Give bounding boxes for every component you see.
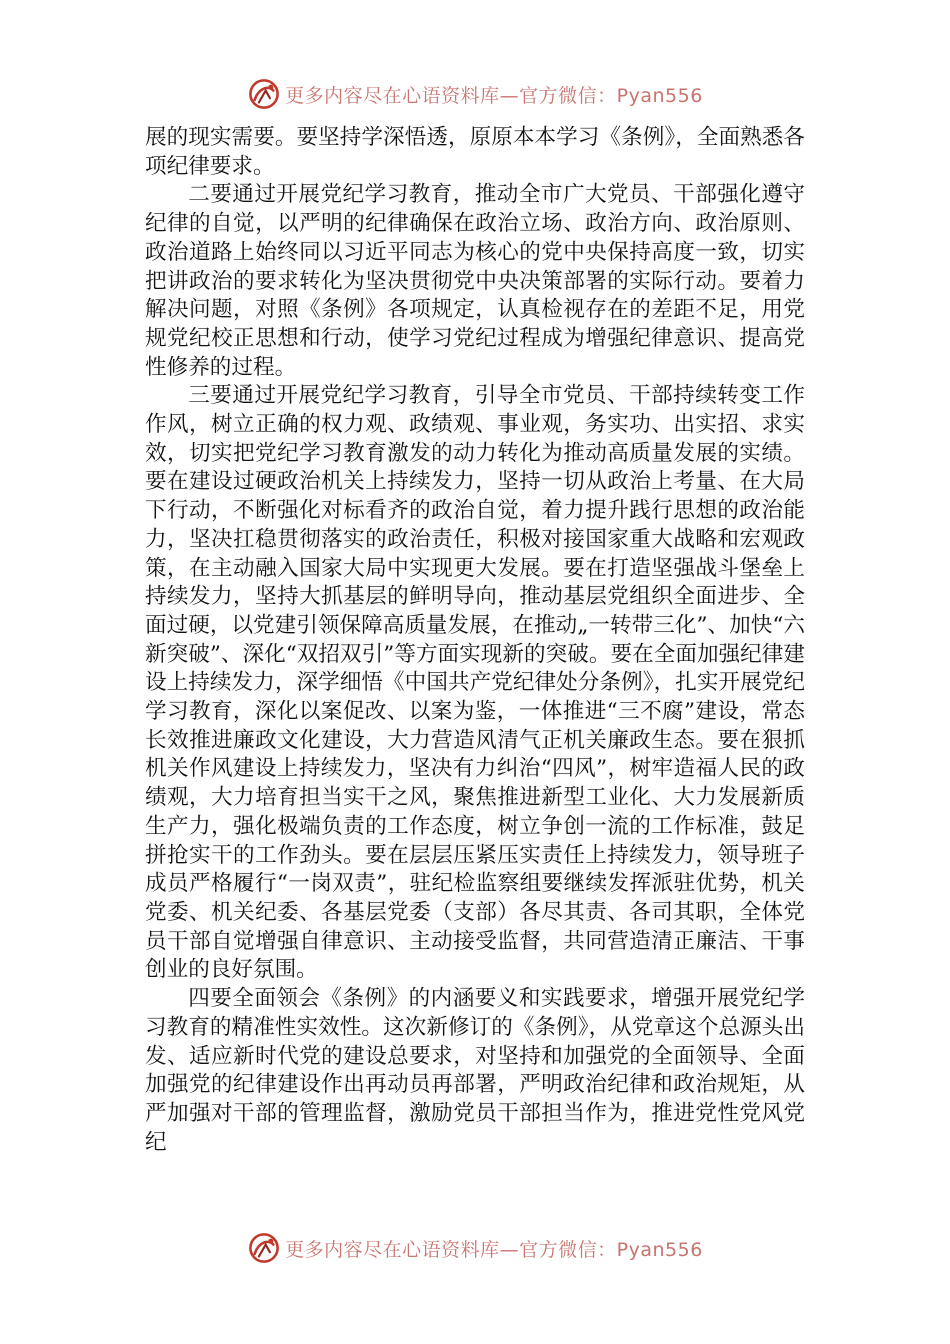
footer-banner-text: 更多内容尽在心语资料库—官方微信：Pyan556 bbox=[285, 1238, 703, 1261]
brand-logo-icon bbox=[247, 77, 281, 111]
document-body bbox=[145, 124, 805, 1157]
paragraph: 三要通过开展党纪学习教育，引导全市党员、干部持续转变工作作风，树立正确的权力观、政绩观、事业观，务实功、出实招、求实效，切实把党纪学习教育激发的动力转化为推动高质量发展的实绩。要在建设过硬政治机关上持续发力，坚持一切从政治上考量、在大局下行动，不断强化对标看齐的政治自觉，着力提升践行思想的政治能力，坚决扛稳贯彻落实的政治责任，积极对接国家重大战略和宏观政策，在主动融入国家大局中实现更大发展。要在打造坚强战斗堡垒上持续发力，坚持大抓基层的鲜明导向，推动基层党组织全面进步、全面过硬，以党建引领保障高质量发展，在推动„一转带三化”、加快“六新突破”、深化“双招双引”等方面实现新的突破。要在全面加强纪律建设上持续发力，深学细悟《中国共产党纪律处分条例》，扎实开展党纪学习教育，深化以案促改、以案为鉴，一体推进“三不腐”建设，常态长效推进廉政文化建设，大力营造风清气正机关廉政生态。要在狠抓机关作风建设上持续发力，坚决有力纠治“四风”，树牢造福人民的政绩观，大力培育担当实干之风，聚焦推进新型工业化、大力发展新质生产力，强化极端负责的工作态度，树立争创一流的工作标准，鼓足拼抢实干的工作劲头。要在层层压紧压实责任上持续发力，领导班子成员严格履行“一岗双责”，驻纪检监察组要继续发挥派驻优势，机关党委、机关纪委、各基层党委（支部）各尽其责、各司其职，全体党员干部自觉增强自律意识、主动接受监督，共同营造清正廉洁、干事创业的良好氛围。 bbox=[145, 383, 805, 983]
brand-logo-icon bbox=[247, 1231, 281, 1265]
header-banner bbox=[0, 74, 950, 114]
paragraph-continuation: 展的现实需要。要坚持学深悟透，原原本本学习《条例》，全面熟悉各项纪律要求。 bbox=[145, 125, 805, 179]
paragraph: 四要全面领会《条例》的内涵要义和实践要求，增强开展党纪学习教育的精准性实效性。这次新修订的《条例》，从党章这个总源头出发、适应新时代党的建设总要求，对坚持和加强党的全面领导、全面加强党的纪律建设作出再动员再部署，严明政治纪律和政治规矩，从严加强对干部的管理监督，激励党员干部担当作为，推进党性党风党纪 bbox=[145, 986, 805, 1155]
footer-banner bbox=[0, 1228, 950, 1268]
header-banner-text: 更多内容尽在心语资料库—官方微信：Pyan556 bbox=[285, 84, 703, 107]
paragraph: 二要通过开展党纪学习教育，推动全市广大党员、干部强化遵守纪律的自觉，以严明的纪律确保在政治立场、政治方向、政治原则、政治道路上始终同以习近平同志为核心的党中央保持高度一致，切实把讲政治的要求转化为坚决贯彻党中央决策部署的实际行动。要着力解决问题，对照《条例》各项规定，认真检视存在的差距不足，用党规党纪校正思想和行动，使学习党纪过程成为增强纪律意识、提高党性修养的过程。 bbox=[145, 182, 805, 380]
